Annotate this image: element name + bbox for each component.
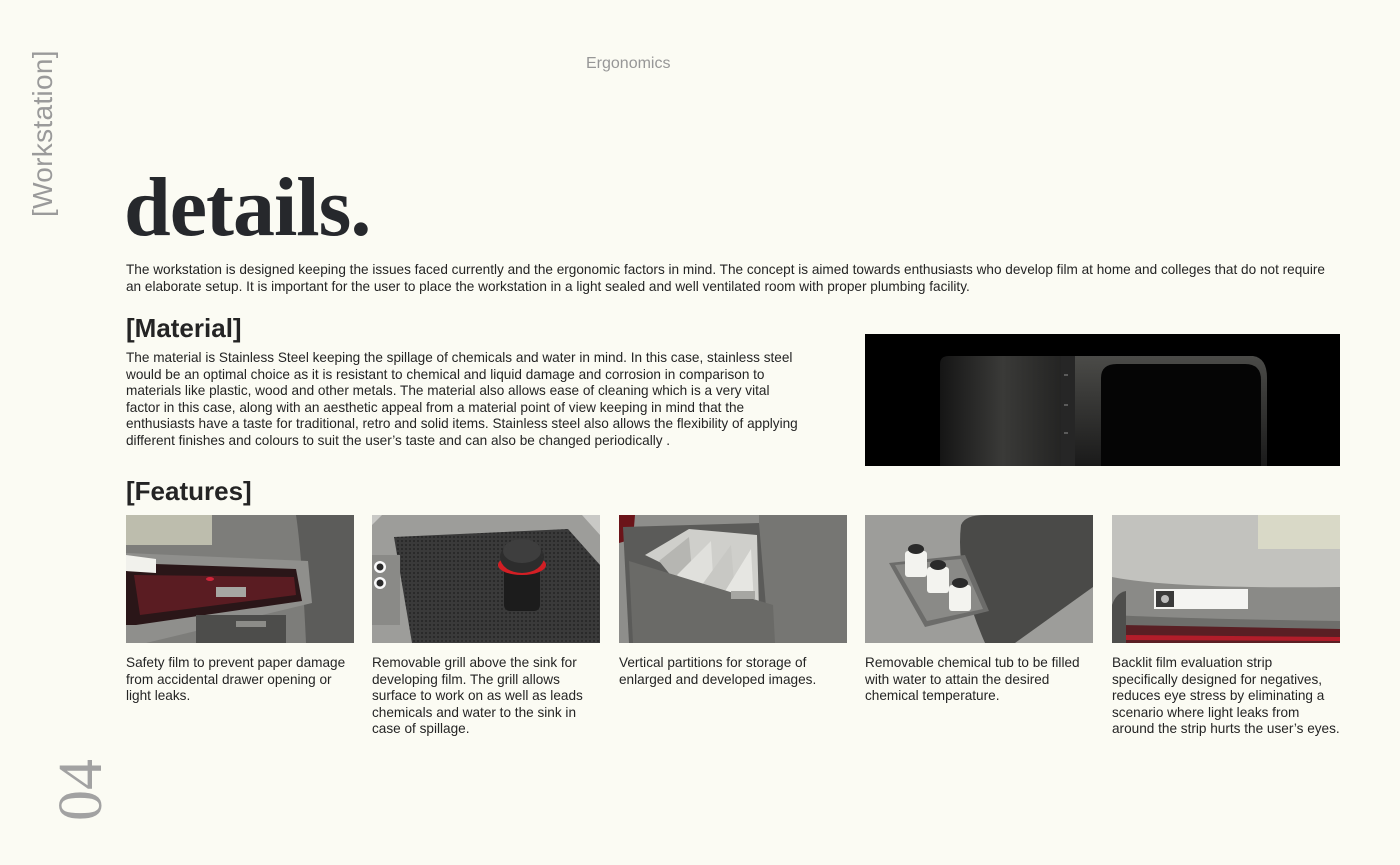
feature-card-vertical-partitions: [619, 515, 847, 688]
feature-image-grill: [372, 515, 600, 643]
material-paragraph: The material is Stainless Steel keeping the spillage of chemicals and water in mind. In this case, stainless steel would be an optimal choice as it is resistant to chemical and liquid damage and corrosion in comparison to materials like plastic, wood and other metals. The material also allows ease of cleaning which is a very vital factor in this case, along with an aesthetic appeal from a material point of view keeping in mind that the enthusiasts have a taste for traditional, retro and solid items. Stainless steel also allows the flexibility of applying different finishes and colours to suit the user’s taste and can also be changed periodically .: [126, 350, 798, 448]
feature-caption: Backlit film evaluation strip specifically designed for negatives, reduces eye stress by eliminating a scenario where light leaks from around the strip hurts the user’s eyes.: [1112, 655, 1340, 737]
feature-caption: Vertical partitions for storage of enlarged and developed images.: [619, 655, 817, 687]
feature-image-partitions: [619, 515, 847, 643]
material-photo: [865, 334, 1340, 466]
page-number: 04: [47, 759, 115, 821]
side-label: [Workstation]: [27, 50, 58, 217]
feature-card-chemical-tub: [865, 515, 1093, 705]
feature-image-drawer: [126, 515, 354, 643]
material-heading: [Material]: [126, 313, 242, 343]
feature-caption: Removable grill above the sink for developing film. The grill allows surface to work on as well as leads chemicals and water to the sink in case of spillage.: [372, 655, 583, 737]
section-tag: Ergonomics: [586, 55, 671, 72]
intro-paragraph: The workstation is designed keeping the issues faced currently and the ergonomic factors in mind. The concept is aimed towards enthusiasts who develop film at home and colleges that do not require an elaborate setup. It is important for the user to place the workstation in a light sealed and well ventilated room with proper plumbing facility.: [126, 262, 1325, 294]
feature-card-backlit-strip: [1112, 515, 1340, 738]
feature-image-backlit-strip: [1112, 515, 1340, 643]
feature-card-removable-grill: [372, 515, 600, 738]
feature-caption: Removable chemical tub to be filled with water to attain the desired chemical temperature.: [865, 655, 1080, 704]
features-heading: [Features]: [126, 476, 252, 506]
feature-image-chemical-tub: [865, 515, 1093, 643]
feature-caption: Safety film to prevent paper damage from accidental drawer opening or light leaks.: [126, 655, 346, 704]
page-title: details.: [124, 161, 371, 254]
feature-card-safety-film: [126, 515, 354, 705]
